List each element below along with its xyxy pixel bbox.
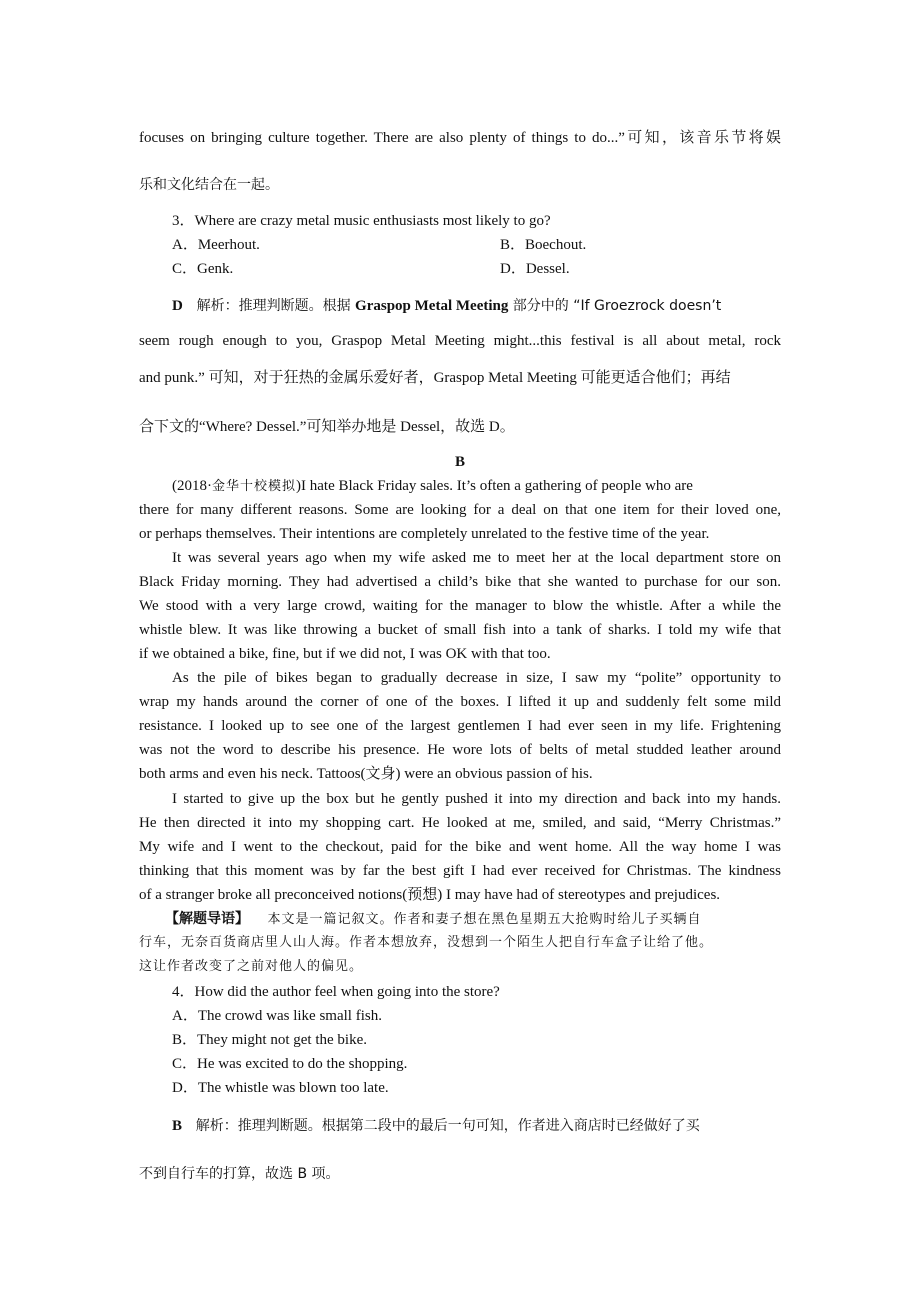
text: I started to give up the box but he gently pushed it into my direction and back into my hands.	[172, 791, 781, 807]
paragraph-3-line-5: both arms and even his neck. Tattoos(文身) were an obvious passion of his.	[139, 766, 593, 782]
paragraph-4-line-5: of a stranger broke all preconceived notions(预想) I may have had of stereotypes and prejudices.	[139, 887, 721, 903]
section-name: Graspop Metal Meeting	[355, 298, 509, 314]
question-3-analysis-line-1	[172, 296, 781, 316]
question-3-option-c: C．Genk.	[172, 261, 234, 277]
paragraph-3-line-2	[139, 692, 781, 712]
source-year: (2018·	[172, 478, 212, 494]
text: seem rough enough to you, Graspop Metal Meeting might...this festival is all about metal, rock	[139, 333, 781, 349]
paragraph-3-line-1	[172, 668, 781, 688]
text: there for many different reasons. Some are looking for a deal on that one item for their loved one,	[139, 502, 781, 518]
paragraph-3-line-3	[139, 716, 781, 736]
passage-heading: B	[454, 454, 465, 470]
question-3-option-b: B．Boechout.	[500, 237, 587, 253]
answer-letter: B	[172, 1118, 183, 1134]
paragraph-1-line-2	[139, 500, 781, 520]
question-4-option-d: D．The whistle was blown too late.	[172, 1080, 389, 1096]
analysis-text: 解析：推理判断题。根据第二段中的最后一句可知，作者进入商店时已经做好了买	[195, 1118, 700, 1134]
guide-line-3: 这让作者改变了之前对他人的偏见。	[139, 959, 364, 974]
text: resistance. I looked up to see one of the largest gentlemen I had ever seen in my life. Frightening	[139, 718, 781, 734]
paragraph-4-line-4	[139, 861, 781, 881]
text: I hate Black Friday sales. It’s often a gathering of people who are	[301, 478, 693, 494]
text: As the pile of bikes began to gradually decrease in size, I saw my “polite” opportunity to	[172, 670, 781, 686]
text: focuses on bringing culture together. There are also plenty of things to do...”可知，该音乐节将娱	[139, 130, 781, 146]
question-4-stem: 4．How did the author feel when going into the store?	[172, 984, 500, 1000]
analysis-text: 部分中的 “If Groezrock doesn’t	[508, 298, 722, 314]
text: whistle blew. It was like throwing a bucket of small fish into a tank of sharks. I told my wife that	[139, 622, 781, 638]
text: wrap my hands around the corner of one of the boxes. I lifted it up and suddenly felt some mild	[139, 694, 781, 710]
paragraph-1-line-1	[172, 476, 781, 497]
guide-line-2: 行车，无奈百货商店里人山人海。作者本想放弃，没想到一个陌生人把自行车盒子让给了他。	[139, 935, 714, 950]
text: It was several years ago when my wife asked me to meet her at the local department store on	[172, 550, 781, 566]
paragraph-2-line-5: if we obtained a bike, fine, but if we did not, I was OK with that too.	[139, 646, 551, 662]
paragraph-2-line-4	[139, 620, 781, 640]
paragraph-4-line-3	[139, 837, 781, 857]
question-4-analysis-line-2: 不到自行车的打算，故选 B 项。	[139, 1166, 340, 1182]
paragraph-2-line-2	[139, 572, 781, 592]
text: My wife and I went to the checkout, paid for the bike and went home. All the way home I was	[139, 839, 781, 855]
prev-analysis-line-1	[139, 128, 781, 148]
answer-letter: D	[172, 298, 183, 314]
source-name: 金华十校模拟	[212, 479, 297, 494]
question-3-stem: 3．Where are crazy metal music enthusiasts most likely to go?	[172, 213, 551, 229]
paragraph-1-line-3: or perhaps themselves. Their intentions are completely unrelated to the festive time of the year.	[139, 526, 710, 542]
text: Black Friday morning. They had advertised a child’s bike that she wanted to purchase for our son.	[139, 574, 781, 590]
question-4-analysis-line-1	[172, 1116, 781, 1136]
text: He then directed it into my shopping cart. He looked at me, smiled, and said, “Merry Christmas.”	[139, 815, 781, 831]
text: was not the word to describe his presence. He wore lots of belts of metal studded leather around	[139, 742, 781, 758]
paragraph-4-line-1	[172, 789, 781, 809]
question-3-option-a: A．Meerhout.	[172, 237, 260, 253]
guide-text: 本文是一篇记叙文。作者和妻子想在黑色星期五大抢购时给儿子买辆自	[267, 912, 702, 927]
text: We stood with a very large crowd, waiting for the manager to blow the whistle. After a while the	[139, 598, 781, 614]
question-3-analysis-line-4: 合下文的“Where? Dessel.”可知举办地是 Dessel，故选 D。	[139, 419, 515, 435]
question-4-option-c: C．He was excited to do the shopping.	[172, 1056, 408, 1072]
question-3-analysis-line-3: and punk.” 可知，对于狂热的金属乐爱好者，Graspop Metal Meeting 可能更适合他们；再结	[139, 370, 731, 386]
paragraph-2-line-3	[139, 596, 781, 616]
prev-analysis-line-2: 乐和文化结合在一起。	[139, 177, 279, 193]
question-3-analysis-line-2	[139, 331, 781, 351]
text: thinking that this moment was by far the best gift I had ever received for Christmas. The kindness	[139, 863, 781, 879]
analysis-label: 解析：推理判断题。根据	[196, 298, 356, 314]
guide-line-1	[165, 909, 781, 930]
paragraph-4-line-2	[139, 813, 781, 833]
question-4-option-a: A．The crowd was like small fish.	[172, 1008, 382, 1024]
question-3-option-d: D．Dessel.	[500, 261, 570, 277]
question-4-option-b: B．They might not get the bike.	[172, 1032, 367, 1048]
paragraph-3-line-4	[139, 740, 781, 760]
guide-label: 【解题导语】	[165, 911, 249, 927]
paragraph-2-line-1	[172, 548, 781, 568]
source-close: )	[296, 478, 302, 494]
